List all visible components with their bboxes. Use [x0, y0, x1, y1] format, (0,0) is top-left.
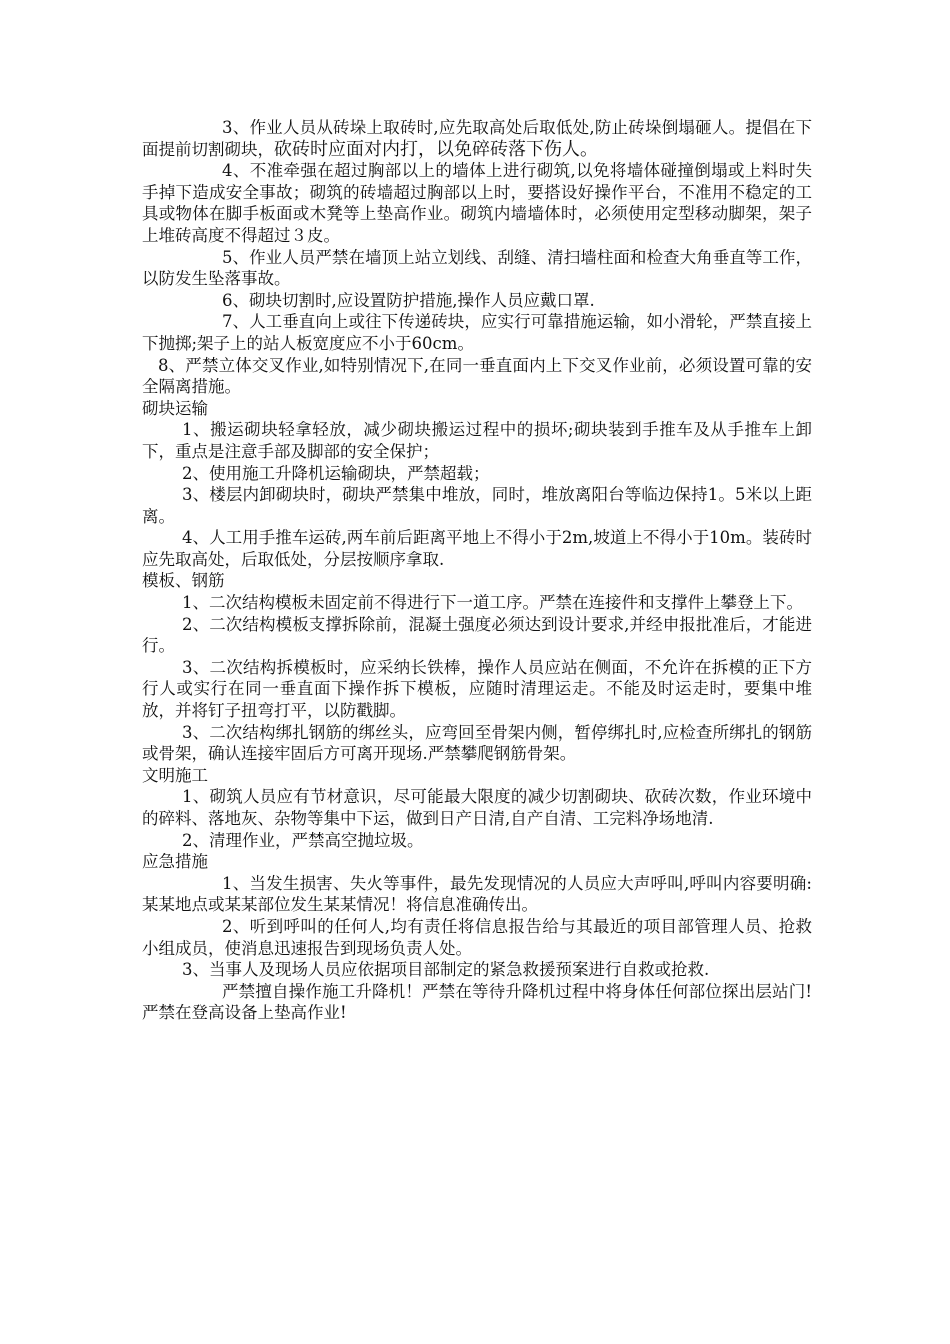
- paragraph-s1-4: 4、不准牵强在超过胸部以上的墙体上进行砌筑,以免将墙体碰撞倒塌或上料时失手掉下造成安全事故；砌筑的砖墙超过胸部以上时，要搭设好操作平台，不准用不稳定的工具或物体在脚手板面或木凳等上垫高作业。砌筑内墙墙体时，必须使用定型移动脚架，架子上堆砖高度不得超过３皮。: [142, 161, 812, 245]
- paragraph-s1-8: 8、严禁立体交叉作业,如特别情况下,在同一垂直面内上下交叉作业前，必须设置可靠的安全隔离措施。: [142, 355, 812, 397]
- paragraph-s1-5: 5、作业人员严禁在墙顶上站立划线、刮缝、清扫墙柱面和检查大角垂直等工作，以防发生坠落事故。: [142, 247, 812, 289]
- heading-civil: 文明施工: [142, 765, 208, 785]
- paragraph-emergency-4: 严禁擅自操作施工升降机！严禁在等待升降机过程中将身体任何部位探出层站门!严禁在登高设备上垫高作业!: [142, 981, 812, 1023]
- paragraph-transport-2: 2、使用施工升降机运输砌块，严禁超载；: [182, 463, 490, 483]
- paragraph-s1-3: [142, 117, 812, 160]
- paragraph-transport-3: 3、楼层内卸砌块时，砌块严禁集中堆放，同时，堆放离阳台等临边保持1。5米以上距离。: [142, 485, 812, 526]
- paragraph-formwork-1: 1、二次结构模板未固定前不得进行下一道工序。严禁在连接件和支撑件上攀登上下。: [182, 593, 803, 613]
- heading-transport: 砌块运输: [142, 398, 208, 418]
- paragraph-transport-1: 1、搬运砌块轻拿轻放，减少砌块搬运过程中的损坏;砌块装到手推车及从手推车上卸下，重点是注意手部及脚部的安全保护；: [142, 420, 812, 461]
- heading-formwork: 模板、钢筋: [142, 571, 225, 591]
- heading-emergency: 应急措施: [142, 852, 208, 872]
- document-body: [142, 117, 812, 1024]
- paragraph-s1-3-emphasis: 砍砖时应面对内打，以免碎砖落下伤人。: [274, 138, 598, 160]
- paragraph-emergency-3: 3、当事人及现场人员应依据项目部制定的紧急救援预案进行自救或抢救.: [182, 960, 710, 980]
- paragraph-s1-3-text: 3、作业人员从砖垛上取砖时,应先取高处后取低处,防止砖垛倒塌砸人。提倡在下面提前切割砌块，: [142, 118, 812, 159]
- paragraph-s1-7: 7、人工垂直向上或往下传递砖块，应实行可靠措施运输，如小滑轮，严禁直接上下抛掷;架子上的站人板宽度应不小于60cm。: [142, 312, 812, 353]
- paragraph-formwork-4: 3、二次结构绑扎钢筋的绑丝头，应弯回至骨架内侧，暂停绑扎时,应检查所绑扎的钢筋或骨架，确认连接牢固后方可离开现场.严禁攀爬钢筋骨架。: [142, 722, 812, 764]
- paragraph-formwork-3: 3、二次结构拆模板时，应采纳长铁棒，操作人员应站在侧面，不允许在拆模的正下方行人或实行在同一垂直面下操作拆下模板，应随时清理运走。不能及时运走时，要集中堆放，并将钉子扭弯打平，以防戳脚。: [142, 657, 812, 721]
- paragraph-emergency-2: 2、听到呼叫的任何人,均有责任将信息报告给与其最近的项目部管理人员、抢救小组成员，使消息迅速报告到现场负责人处。: [142, 916, 812, 958]
- paragraph-formwork-2: 2、二次结构模板支撑拆除前，混凝土强度必须达到设计要求,并经申报批准后，才能进行。: [142, 614, 812, 656]
- paragraph-transport-4: 4、人工用手推车运砖,两车前后距离平地上不得小于2m,坡道上不得小于10m。装砖时应先取高处，后取低处，分层按顺序拿取.: [142, 528, 812, 569]
- paragraph-civil-1: 1、砌筑人员应有节材意识，尽可能最大限度的减少切割砌块、砍砖次数，作业环境中的碎料、落地灰、杂物等集中下运，做到日产日清,自产自清、工完料净场地清.: [142, 787, 812, 828]
- paragraph-civil-2: 2、清理作业，严禁高空抛垃圾。: [182, 830, 424, 850]
- paragraph-s1-6: 6、砌块切割时,应设置防护措施,操作人员应戴口罩.: [222, 290, 595, 310]
- paragraph-emergency-1: 1、当发生损害、失火等事件，最先发现情况的人员应大声呼叫,呼叫内容要明确:某某地点或某某部位发生某某情况！将信息准确传出。: [142, 873, 812, 915]
